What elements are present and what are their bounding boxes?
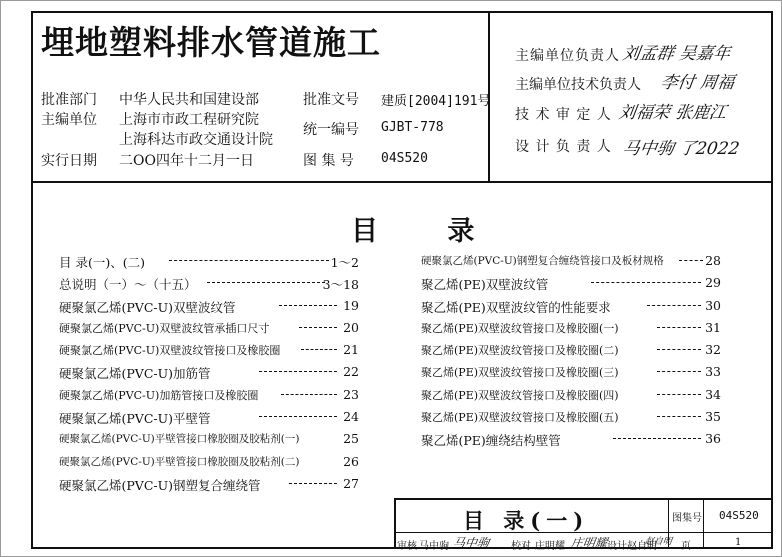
title-block-atlas-no: 04S520 — [719, 509, 759, 522]
toc-page: 21 — [343, 342, 359, 358]
toc-leader — [613, 438, 701, 439]
toc-row — [421, 364, 721, 386]
toc-page: 32 — [705, 342, 721, 358]
toc-row — [59, 364, 359, 386]
approval-dept-label: 批准部门 — [41, 92, 97, 108]
toc-page: 28 — [705, 253, 721, 268]
editor-unit-2: 上海科达市政交通设计院 — [119, 132, 273, 148]
atlas-no: 04S520 — [381, 151, 428, 166]
toc-label: 硬聚氯乙烯(PVC-U)双壁波纹管接口及橡胶圈 — [59, 344, 281, 358]
toc-label: 聚乙烯(PE)双壁波纹管接口及橡胶圈(四) — [421, 388, 619, 402]
toc-row — [421, 342, 721, 364]
atlas-title: 埋地塑料排水管道施工 — [41, 23, 381, 62]
effective-date: 二OO四年十二月一日 — [119, 153, 254, 169]
toc-row — [59, 342, 359, 364]
toc-row — [59, 275, 359, 297]
editor-unit-label: 主编单位 — [41, 112, 97, 128]
toc-leader — [259, 371, 337, 372]
reviewer-signature: 马中驹 — [451, 536, 490, 550]
toc-label: 聚乙烯(PE)缠绕结构壁管 — [421, 433, 561, 449]
toc-page: 23 — [343, 386, 359, 402]
toc-page: 1～2 — [330, 255, 359, 270]
toc-leader — [591, 282, 701, 283]
toc-label: 硬聚氯乙烯(PVC-U)加筋管 — [59, 366, 211, 382]
toc-label: 聚乙烯(PE)双壁波纹管的性能要求 — [421, 299, 611, 315]
toc-row — [421, 431, 721, 453]
unified-no-label: 统一编号 — [303, 122, 359, 138]
design-label: 设计 — [607, 541, 627, 552]
toc-leader — [259, 416, 337, 417]
header-bottom-rule — [31, 181, 773, 183]
checker-signature: 庄明耀 — [569, 536, 608, 550]
toc-page: 20 — [343, 319, 359, 335]
title-block-divider — [703, 498, 704, 549]
sig-label-review: 技 术 审 定 人 — [515, 107, 612, 123]
toc-page: 25 — [343, 431, 359, 447]
review-label: 审核 — [397, 541, 417, 552]
toc-leader — [207, 282, 325, 283]
toc-row — [59, 454, 359, 476]
toc-label: 聚乙烯(PE)双壁波纹管接口及橡胶圈(一) — [421, 321, 619, 335]
toc-page: 36 — [705, 431, 721, 447]
toc-row — [421, 409, 721, 431]
toc-left-column — [59, 253, 359, 498]
toc-label: 硬聚氯乙烯(PVC-U)加筋管接口及橡胶圈 — [59, 388, 259, 402]
sig-design: 马中驹 了2022 — [621, 139, 741, 159]
editor-unit-1: 上海市市政工程研究院 — [119, 112, 259, 128]
toc-page: 27 — [343, 475, 359, 491]
sig-label-design: 设 计 负 责 人 — [515, 139, 612, 155]
toc-row — [421, 275, 721, 297]
toc-right-column — [421, 253, 721, 454]
toc-row — [421, 320, 721, 342]
toc-label: 硬聚氯乙烯(PVC-U)双壁波纹管承插口尺寸 — [59, 321, 270, 335]
title-block-atlas-label: 图集号 — [672, 513, 702, 524]
sig-chief: 刘孟群 吴嘉年 — [621, 44, 732, 64]
toc-page: 3～18 — [322, 277, 359, 293]
designer-signature: 赵自明 — [644, 537, 673, 547]
toc-heading: 目 录 — [351, 216, 505, 247]
approval-no-label: 批准文号 — [303, 92, 359, 108]
toc-label: 硬聚氯乙烯(PVC-U)钢塑复合缠绕管接口及板材规格 — [421, 255, 664, 267]
toc-row — [59, 476, 359, 498]
toc-label: 硬聚氯乙烯(PVC-U)平壁管接口橡胶圈及胶粘剂(一) — [59, 433, 300, 446]
toc-label: 聚乙烯(PE)双壁波纹管接口及橡胶圈(二) — [421, 344, 619, 358]
page-label: 页 — [681, 541, 691, 552]
toc-row — [59, 298, 359, 320]
toc-page: 29 — [705, 275, 721, 291]
toc-label: 硬聚氯乙烯(PVC-U)平壁管接口橡胶圈及胶粘剂(二) — [59, 455, 300, 468]
toc-label: 硬聚氯乙烯(PVC-U)平壁管 — [59, 411, 211, 427]
reviewer-name: 马中驹 — [419, 541, 449, 552]
toc-page: 19 — [343, 297, 359, 313]
effective-date-label: 实行日期 — [41, 153, 97, 169]
toc-label: 目 录(一)、(二) — [59, 255, 145, 270]
toc-page: 34 — [705, 386, 721, 402]
toc-row — [421, 298, 721, 320]
toc-page: 24 — [343, 409, 359, 425]
toc-label: 总说明（一）～（十五） — [59, 277, 197, 293]
sig-tech: 李付 周福 — [659, 73, 736, 93]
toc-row — [59, 387, 359, 409]
toc-row — [421, 253, 721, 275]
sig-label-tech: 主编单位技术负责人 — [515, 77, 641, 93]
toc-label: 聚乙烯(PE)双壁波纹管 — [421, 277, 549, 293]
check-label: 校对 — [511, 541, 531, 552]
toc-label: 硬聚氯乙烯(PVC-U)钢塑复合缠绕管 — [59, 477, 261, 493]
page-number: 1 — [735, 537, 742, 548]
toc-row — [59, 409, 359, 431]
sig-review: 刘福荣 张鹿江 — [617, 103, 728, 123]
checker-name: 庄明耀 — [535, 541, 565, 552]
designer-name: 赵自明 — [627, 541, 657, 552]
toc-row — [59, 431, 359, 453]
toc-label: 聚乙烯(PE)双壁波纹管接口及橡胶圈(五) — [421, 411, 619, 425]
toc-page: 35 — [705, 409, 721, 425]
toc-row — [59, 253, 359, 275]
toc-row — [421, 387, 721, 409]
toc-page: 30 — [705, 297, 721, 313]
toc-row — [59, 320, 359, 342]
toc-page: 33 — [705, 364, 721, 380]
toc-label: 聚乙烯(PE)双壁波纹管接口及橡胶圈(三) — [421, 366, 619, 380]
approval-no: 建质[2004]191号 — [381, 94, 491, 109]
toc-page: 26 — [343, 453, 359, 469]
toc-page: 22 — [343, 364, 359, 380]
toc-page: 31 — [705, 319, 721, 335]
approval-dept: 中华人民共和国建设部 — [119, 92, 259, 108]
toc-label: 硬聚氯乙烯(PVC-U)双壁波纹管 — [59, 299, 236, 315]
unified-no: GJBT-778 — [381, 120, 444, 135]
toc-leader — [169, 260, 329, 261]
sig-label-chief: 主编单位负责人 — [515, 48, 620, 64]
atlas-no-label: 图 集 号 — [303, 153, 354, 169]
title-block-title: 目 录(一) — [463, 508, 590, 533]
